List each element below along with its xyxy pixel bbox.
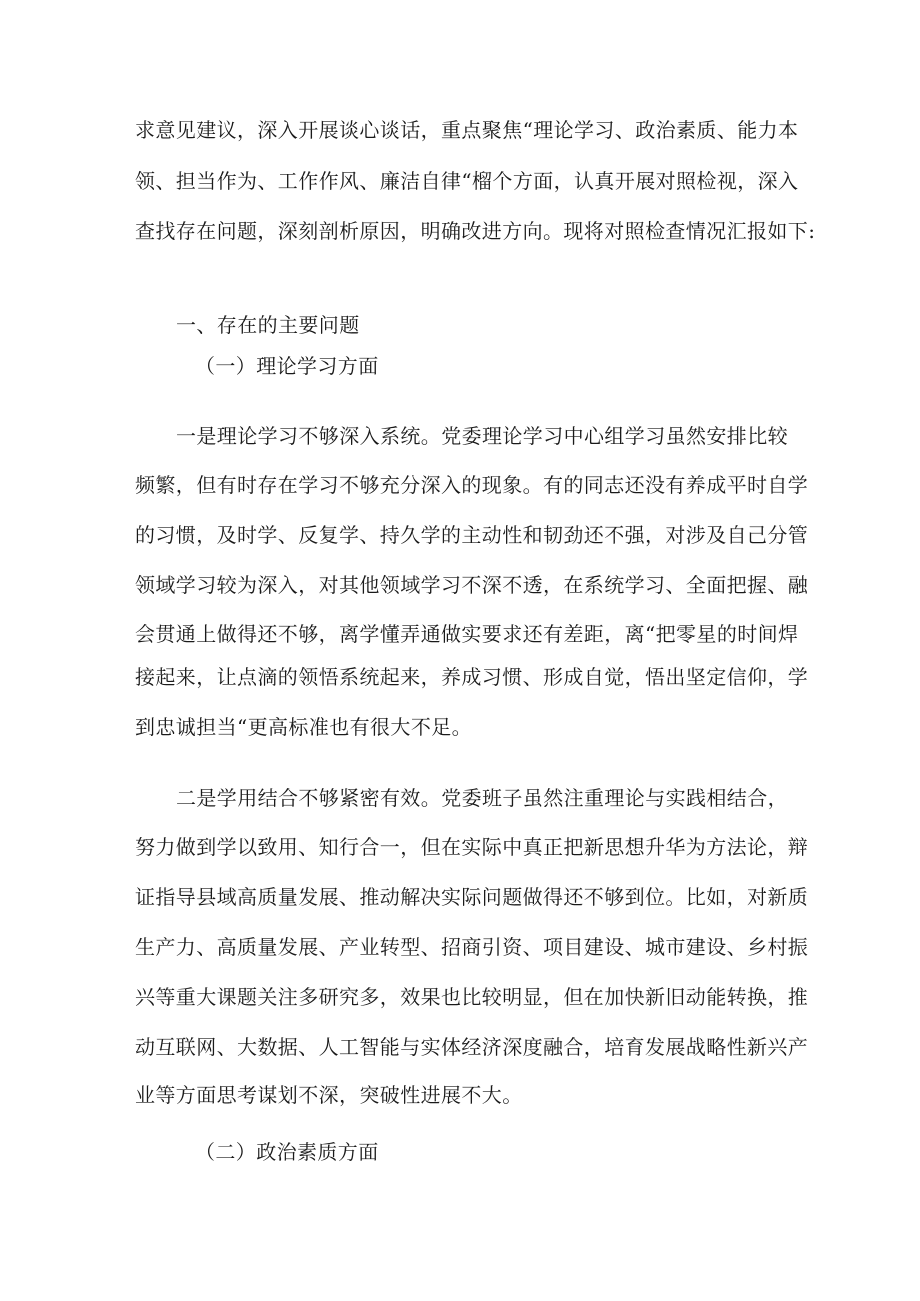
intro-line-3: 查找存在问题，深刻剖析原因，明确改进方向。现将对照检查情况汇报如下:	[135, 219, 816, 243]
section-1-heading: 一、存在的主要问题	[176, 313, 360, 337]
para-2-line-7: 业等方面思考谋划不深，突破性进展不大。	[135, 1083, 523, 1107]
para-2-line-6: 动互联网、大数据、人工智能与实体经济深度融合，培育发展战略性新兴产	[135, 1035, 809, 1059]
para-1-line-1: 一是理论学习不够深入系统。党委理论学习中心组学习虽然安排比较	[176, 424, 788, 448]
para-1-line-3: 的习惯，及时学、反复学、持久学的主动性和韧劲还不强，对涉及自己分管	[135, 523, 809, 547]
para-2-line-2: 努力做到学以致用、知行合一，但在实际中真正把新思想升华为方法论，辩	[135, 835, 809, 859]
intro-line-1: 求意见建议，深入开展谈心谈话，重点聚焦“理论学习、政治素质、能力本	[135, 118, 799, 142]
subsection-2-heading: （二）政治素质方面	[195, 1140, 379, 1164]
intro-line-2: 领、担当作为、工作作风、廉洁自律“榴个方面，认真开展对照检视，深入	[135, 169, 799, 193]
para-1-line-4: 领域学习较为深入，对其他领域学习不深不透，在系统学习、全面把握、融	[135, 573, 809, 597]
para-1-line-2: 频繁，但有时存在学习不够充分深入的现象。有的同志还没有养成平时自学	[135, 473, 809, 497]
para-1-line-5: 会贯通上做得还不够，离学懂弄通做实要求还有差距，离“把零星的时间焊	[135, 622, 799, 646]
para-2-line-4: 生产力、高质量发展、产业转型、招商引资、项目建设、城市建设、乡村振	[135, 935, 809, 959]
para-1-line-7: 到忠诚担当“更高标准也有很大不足。	[135, 715, 473, 739]
subsection-1-heading: （一）理论学习方面	[195, 354, 379, 378]
para-1-line-6: 接起来，让点滴的领悟系统起来，养成习惯、形成自觉，悟出坚定信仰，学	[135, 665, 809, 689]
para-2-line-5: 兴等重大课题关注多研究多，效果也比较明显，但在加快新旧动能转换，推	[135, 985, 809, 1009]
para-2-line-3: 证指导县域高质量发展、推动解决实际问题做得还不够到位。比如，对新质	[135, 885, 809, 909]
para-2-line-1: 二是学用结合不够紧密有效。党委班子虽然注重理论与实践相结合，	[176, 786, 788, 810]
